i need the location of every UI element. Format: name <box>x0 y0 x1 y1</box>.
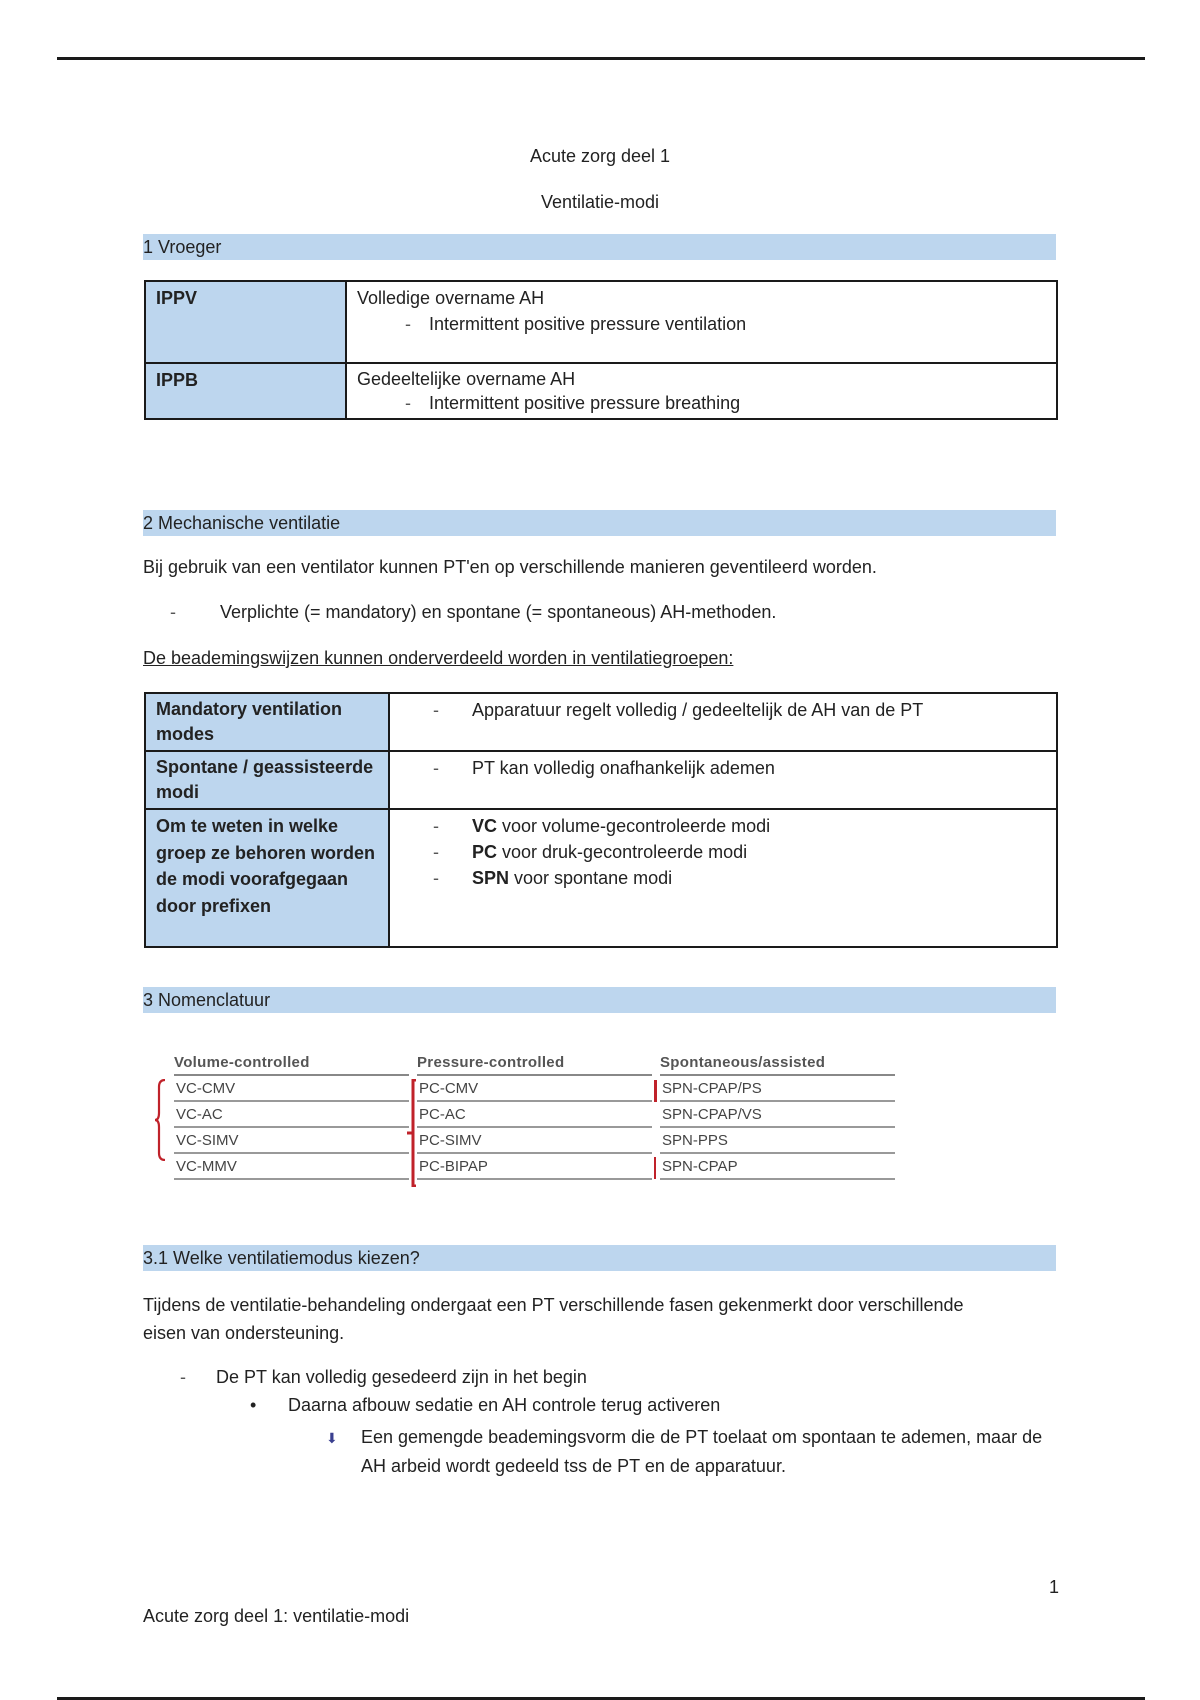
row-sub-text: Intermittent positive pressure ventilation <box>429 314 747 334</box>
nomenclature-column-pressure <box>417 1052 652 1180</box>
mode-cell: VC-MMV <box>174 1154 409 1180</box>
footer-text: Acute zorg deel 1: ventilatie-modi <box>143 1606 410 1626</box>
mode-cell: SPN-CPAP/PS <box>660 1076 895 1102</box>
nomenclature-column-volume <box>174 1052 409 1180</box>
item-text: voor volume-gecontroleerde modi <box>497 816 771 836</box>
section-heading-vroeger: 1 Vroeger <box>143 234 1056 260</box>
row-sub-item <box>357 311 1046 337</box>
mode-cell: SPN-CPAP/VS <box>660 1102 895 1128</box>
nomenclature-column-spontaneous <box>660 1052 895 1180</box>
row-sub-text: Intermittent positive pressure breathing <box>429 393 741 413</box>
row-value <box>346 281 1057 363</box>
mode-cell: PC-AC <box>417 1102 652 1128</box>
mode-cell: VC-SIMV <box>174 1128 409 1154</box>
section-heading-welke-ventilatiemodus: 3.1 Welke ventilatiemodus kiezen? <box>143 1245 1056 1271</box>
dash-bullet-icon: - <box>405 314 411 334</box>
mode-cell: VC-CMV <box>174 1076 409 1102</box>
item-text: voor spontane modi <box>509 868 673 888</box>
mode-cell: PC-BIPAP <box>417 1154 652 1180</box>
row-key: IPPB <box>145 363 346 419</box>
dash-bullet-icon: - <box>433 868 439 888</box>
table-row <box>145 281 1057 363</box>
marker-bar-icon <box>654 1157 656 1179</box>
list-text: Een gemengde beademingsvorm die de PT toelaat om spontaan te ademen, maar de AH arbeid wordt gedeeld tss de PT en de apparatuur. <box>361 1427 1043 1476</box>
section2-bullet <box>170 602 776 623</box>
table-row <box>145 693 1057 751</box>
row-key: IPPV <box>145 281 346 363</box>
dash-bullet-icon: - <box>433 842 439 862</box>
mode-cell: SPN-PPS <box>660 1128 895 1154</box>
top-rule <box>57 57 1145 60</box>
dash-bullet-icon: - <box>433 758 439 778</box>
list-item-level2 <box>250 1395 720 1416</box>
table-row <box>145 809 1057 947</box>
table-ventilatiegroepen <box>144 692 1058 948</box>
curly-bracket-volume-icon <box>154 1079 168 1161</box>
column-header: Spontaneous/assisted <box>660 1052 895 1076</box>
row-value <box>389 809 1057 947</box>
prefix-item <box>400 813 1046 839</box>
document-subtitle: Ventilatie-modi <box>540 192 660 212</box>
arrow-down-bullet-icon: ⬇ <box>326 1430 338 1446</box>
column-header: Pressure-controlled <box>417 1052 652 1076</box>
prefix-item <box>400 865 1046 891</box>
list-item-level1 <box>180 1367 587 1388</box>
mode-cell: SPN-CPAP <box>660 1154 895 1180</box>
dash-bullet-icon: - <box>433 816 439 836</box>
round-bullet-icon: • <box>250 1395 257 1415</box>
dash-bullet-icon: - <box>170 602 176 622</box>
mode-cell: PC-CMV <box>417 1076 652 1102</box>
dash-bullet-icon: - <box>405 393 411 413</box>
bullet-text: Verplichte (= mandatory) en spontane (= spontaneous) AH-methoden. <box>220 602 777 622</box>
row-sub-item <box>357 391 1046 415</box>
section2-underlined-intro: De beademingswijzen kunnen onderverdeeld worden in ventilatiegroepen: <box>143 648 734 668</box>
table-vroeger <box>144 280 1058 420</box>
document-title: Acute zorg deel 1 <box>529 146 671 166</box>
prefix-bold: PC <box>472 842 498 862</box>
section31-paragraph: Tijdens de ventilatie-behandeling ondergaat een PT verschillende fasen gekenmerkt door verschillende eisen van ondersteuning. <box>143 1295 964 1343</box>
section2-paragraph: Bij gebruik van een ventilator kunnen PT'en op verschillende manieren geventileerd worden. <box>143 557 877 577</box>
table-row <box>145 751 1057 809</box>
table-row <box>145 363 1057 419</box>
item-text: PT kan volledig onafhankelijk ademen <box>472 758 775 778</box>
row-value <box>389 693 1057 751</box>
row-value <box>389 751 1057 809</box>
row-value <box>346 363 1057 419</box>
page-number: 1 <box>1049 1577 1060 1597</box>
row-key: Om te weten in welke groep ze behoren worden de modi voorafgegaan door prefixen <box>145 809 389 947</box>
mode-cell: PC-SIMV <box>417 1128 652 1154</box>
item-text: voor druk-gecontroleerde modi <box>497 842 748 862</box>
item-text: Apparatuur regelt volledig / gedeeltelijk de AH van de PT <box>472 700 924 720</box>
list-text: Daarna afbouw sedatie en AH controle terug activeren <box>288 1395 721 1415</box>
list-text: De PT kan volledig gesedeerd zijn in het begin <box>216 1367 587 1387</box>
mode-cell: VC-AC <box>174 1102 409 1128</box>
section-heading-mechanische-ventilatie: 2 Mechanische ventilatie <box>143 510 1056 536</box>
dash-bullet-icon: - <box>433 700 439 720</box>
list-item-level3 <box>326 1423 1066 1481</box>
prefix-item <box>400 839 1046 865</box>
row-key: Spontane / geassisteerde modi <box>145 751 389 809</box>
row-main-text: Volledige overname AH <box>357 288 545 308</box>
row-main-text: Gedeeltelijke overname AH <box>357 369 576 389</box>
row-key: Mandatory ventilation modes <box>145 693 389 751</box>
column-header: Volume-controlled <box>174 1052 409 1076</box>
dash-bullet-icon: - <box>180 1367 186 1387</box>
curly-bracket-pressure-icon <box>406 1079 418 1187</box>
prefix-bold: VC <box>472 816 498 836</box>
prefix-bold: SPN <box>472 868 510 888</box>
section-heading-nomenclatuur: 3 Nomenclatuur <box>143 987 1056 1013</box>
marker-bar-icon <box>654 1080 657 1102</box>
